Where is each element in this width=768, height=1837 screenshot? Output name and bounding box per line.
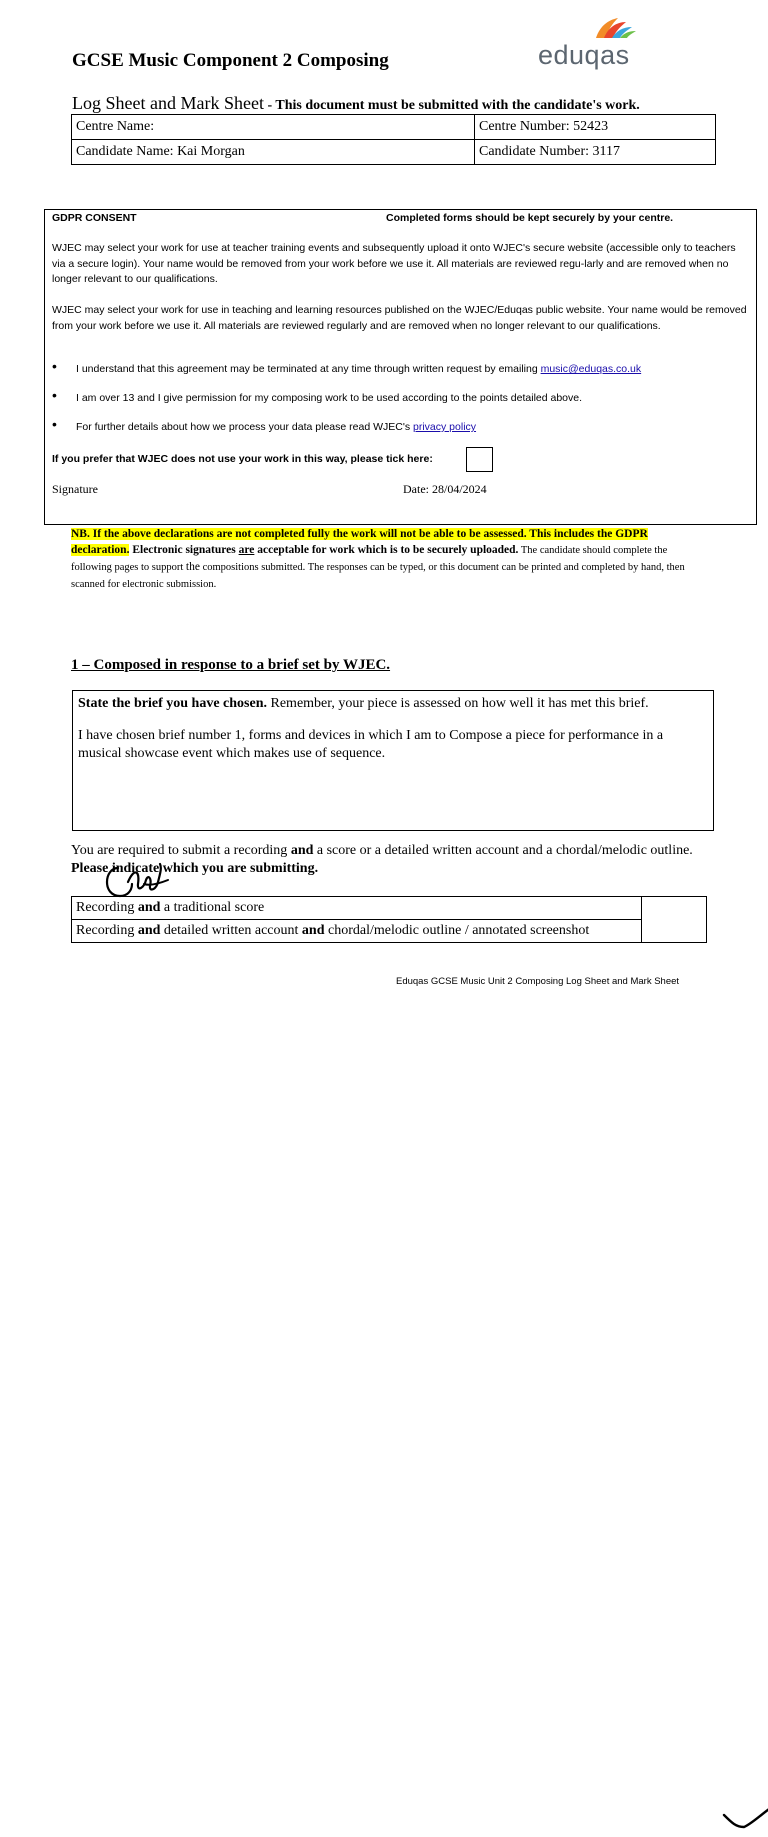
centre-name-field[interactable]: Centre Name: xyxy=(72,115,475,140)
centre-number-field[interactable]: Centre Number: 52423 xyxy=(475,115,716,140)
document-title: GCSE Music Component 2 Composing xyxy=(72,50,389,72)
email-link[interactable]: music@eduqas.co.uk xyxy=(541,363,642,375)
brief-answer-box[interactable] xyxy=(72,690,714,831)
gdpr-heading: GDPR CONSENT xyxy=(52,211,137,227)
section-1-heading: 1 – Composed in response to a brief set by WJEC. xyxy=(71,657,390,674)
nb-highlight: NB. If the above declarations are not completed fully the work will not be able to be assessed. This includes the GDPR declaration. xyxy=(71,528,648,556)
bullet-icon: • xyxy=(52,417,57,433)
nb-bold-2: acceptable for work which is to be securely uploaded. xyxy=(254,544,518,556)
date-label: Date: 28/04/2024 xyxy=(403,482,487,498)
gdpr-secure-note: Completed forms should be kept securely by your centre. xyxy=(386,211,673,227)
bullet-icon: • xyxy=(52,388,57,404)
gdpr-paragraph-2: WJEC may select your work for use in teaching and learning resources published on the WJEC/Eduqas public website. Your name would be removed from your work before we use it. All materials are reviewed regularly and are removed when no longer relevant to our qualifications. xyxy=(52,303,749,334)
opt-out-checkbox[interactable] xyxy=(466,447,493,472)
bullet-3-text: For further details about how we process your data please read WJEC's xyxy=(76,421,413,433)
gdpr-consent-box xyxy=(44,209,757,525)
brief-prompt: Remember, your piece is assessed on how well it has met this brief. xyxy=(267,696,649,711)
req-text-2: a score or a detailed written account and a chordal/melodic outline. xyxy=(313,843,692,858)
option-tick-cell[interactable] xyxy=(642,897,707,943)
nb-are: are xyxy=(239,544,255,556)
brief-prompt-bold: State the brief you have chosen. xyxy=(78,696,267,711)
req-instruction: Please indicate which you are submitting. xyxy=(71,861,318,876)
eduqas-logo xyxy=(538,14,648,74)
nb-rest-2: compositions submitted. The responses can be typed, or this document can be printed and completed by hand, then scanned for electronic submission. xyxy=(71,562,685,590)
option-2-label: Recording and detailed written account and chordal/melodic outline / annotated screenshot xyxy=(72,920,642,943)
page-footer: Eduqas GCSE Music Unit 2 Composing Log Sheet and Mark Sheet xyxy=(396,976,679,987)
req-and: and xyxy=(291,843,314,858)
opt-out-prompt: If you prefer that WJEC does not use your work in this way, please tick here: xyxy=(52,452,749,468)
tick-mark-icon xyxy=(718,1793,768,1837)
signature-label: Signature xyxy=(52,482,98,498)
bullet-icon: • xyxy=(52,359,57,375)
req-text: You are required to submit a recording xyxy=(71,843,291,858)
table-row xyxy=(72,920,707,943)
gdpr-bullet-1 xyxy=(76,362,756,378)
candidate-name-field[interactable]: Candidate Name: Kai Morgan xyxy=(72,140,475,165)
gdpr-paragraph-1: WJEC may select your work for use at teacher training events and subsequently upload it onto WJEC's secure website (accessible only to teachers via a secure login). Your name would be removed from your work before we use it. All materials are reviewed regu-larly and are removed when no longer relevant to our qualifications. xyxy=(52,241,749,288)
brief-answer-text[interactable]: I have chosen brief number 1, forms and devices in which I am to Compose a piece for performance in a musical showcase event which makes use of sequence. xyxy=(78,727,708,763)
table-row xyxy=(72,897,707,920)
subtitle-main: Log Sheet and Mark Sheet xyxy=(72,93,264,113)
subtitle-note: - This document must be submitted with the candidate's work. xyxy=(264,98,640,113)
nb-declaration-note xyxy=(71,526,696,593)
candidate-info-table xyxy=(71,114,716,165)
submission-options-table xyxy=(71,896,707,943)
privacy-policy-link[interactable]: privacy policy xyxy=(413,421,476,433)
bullet-2-text: I am over 13 and I give permission for my composing work to be used according to the points detailed above. xyxy=(76,392,582,404)
nb-bold: Electronic signatures xyxy=(129,544,238,556)
gdpr-bullet-3 xyxy=(76,420,756,436)
nb-the: the xyxy=(186,561,200,573)
nb-rest: The candidate should complete the following pages to support xyxy=(71,545,667,573)
candidate-number-field[interactable]: Candidate Number: 3117 xyxy=(475,140,716,165)
bullet-1-text: I understand that this agreement may be terminated at any time through written request by emailing xyxy=(76,363,541,375)
option-1-label: Recording and a traditional score xyxy=(72,897,642,920)
logo-wordmark: eduqas xyxy=(538,40,630,71)
subtitle xyxy=(72,93,640,114)
gdpr-bullet-2 xyxy=(76,391,756,407)
